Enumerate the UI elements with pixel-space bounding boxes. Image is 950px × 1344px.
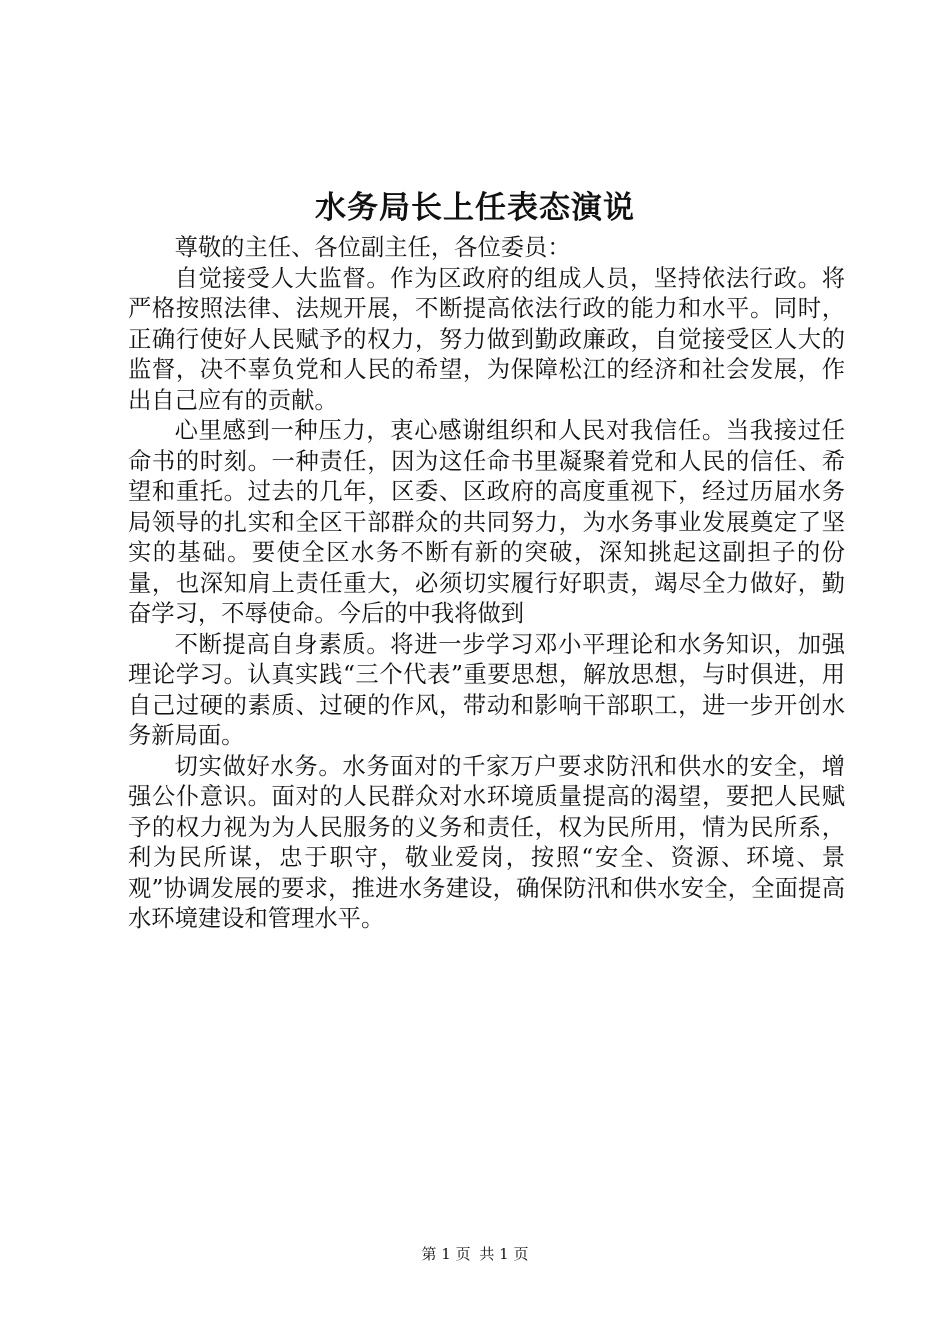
body-paragraph: 自觉接受人大监督。作为区政府的组成人员，坚持依法行政。将严格按照法律、法规开展，不断提高依法行政的能力和水平。同时，正确行使好人民赋予的权力，努力做到勤政廉政，自觉接受区人大的监督，决不辜负党和人民的希望，为保障松江的经济和社会发展，作出自己应有的贡献。 — [128, 264, 845, 414]
body-paragraph: 不断提高自身素质。将进一步学习邓小平理论和水务知识，加强理论学习。认真实践“三个代表”重要思想，解放思想，与时俱进，用自己过硬的素质、过硬的作风，带动和影响干部职工，进一步开创水务新局面。 — [128, 630, 845, 749]
body-paragraph: 心里感到一种压力，衷心感谢组织和人民对我信任。当我接过任命书的时刻。一种责任，因为这任命书里凝聚着党和人民的信任、希望和重托。过去的几年，区委、区政府的高度重视下，经过历届水务局领导的扎实和全区干部群众的共同努力，为水务事业发展奠定了坚实的基础。要使全区水务不断有新的突破，深知挑起这副担子的份量，也深知肩上责任重大，必须切实履行好职责，竭尽全力做好，勤奋学习，不辱使命。今后的中我将做到 — [128, 417, 845, 627]
page-total: 共 1 页 — [479, 1245, 529, 1263]
document-title: 水务局长上任表态演说 — [315, 190, 635, 226]
body-paragraph: 切实做好水务。水务面对的千家万户要求防汛和供水的安全，增强公仆意识。面对的人民群众对水环境质量提高的渴望，要把人民赋予的权力视为为人民服务的义务和责任，权为民所用，情为民所系，利为民所谋，忠于职守，敬业爱岗，按照“安全、资源、环境、景观”协调发展的要求，推进水务建设，确保防汛和供水安全，全面提高水环境建设和管理水平。 — [128, 752, 845, 932]
page-footer — [0, 1244, 950, 1264]
page-number: 第 1 页 — [421, 1245, 471, 1263]
document-body — [128, 233, 845, 935]
salutation-paragraph: 尊敬的主任、各位副主任，各位委员： — [174, 234, 571, 261]
